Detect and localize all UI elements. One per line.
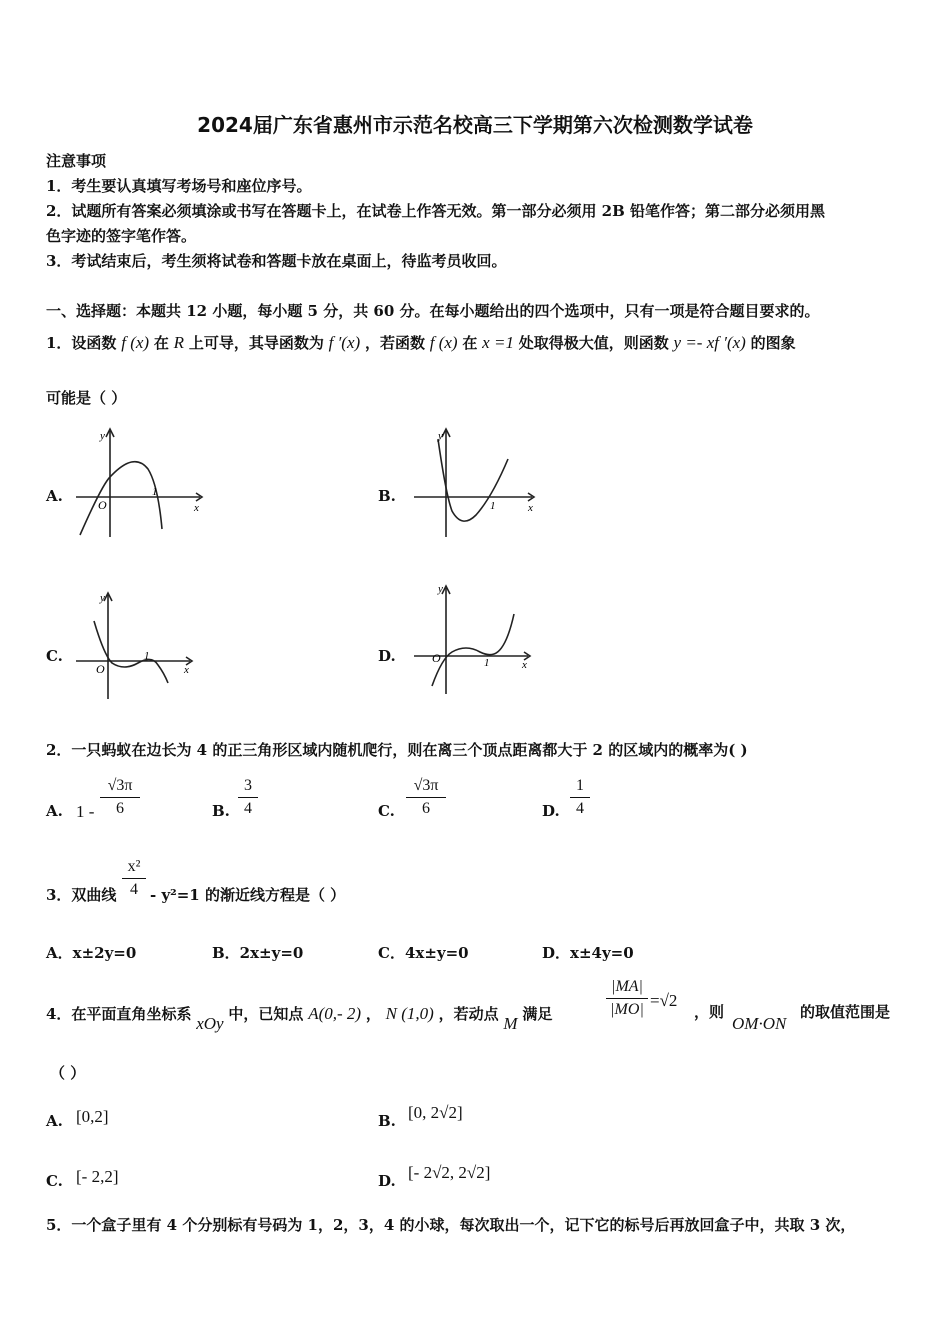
q1-graph-b <box>410 425 540 543</box>
x-label: x <box>184 664 189 676</box>
q2-option-d-fraction <box>570 775 590 820</box>
q3-fraction <box>122 856 146 901</box>
q4-text-6: 的取值范围是 <box>800 1003 891 1021</box>
q2-a-denominator: 6 <box>116 800 124 817</box>
q1-option-c-label: C. <box>46 647 63 665</box>
y-label: y <box>438 430 443 442</box>
tick-1-label: 1 <box>144 650 150 662</box>
origin-label: O <box>98 498 107 512</box>
q4-text-1: 4．在平面直角坐标系 <box>46 1005 192 1023</box>
q1-graph-a <box>72 425 212 543</box>
notice-item-1: 1．考生要认真填写考场号和座位序号。 <box>46 177 312 195</box>
q3-numerator: x² <box>122 856 146 879</box>
q2-option-b-label: B. <box>212 802 230 820</box>
q1-text-6: 处取得极大值，则函数 <box>518 334 669 352</box>
q1-option-a-label: A. <box>46 487 63 505</box>
origin-label: O <box>96 662 105 676</box>
q1-line-2: 可能是（ ） <box>46 389 127 407</box>
q4-option-a-label: A. <box>46 1112 63 1130</box>
q4-equals-sqrt2: =√2 <box>650 991 678 1010</box>
q2-option-a-label: A. <box>46 802 63 820</box>
q4-option-c-value: [- 2,2] <box>76 1167 119 1186</box>
q4-text-4: 满足 <box>522 1005 553 1023</box>
q4-option-b-label: B. <box>378 1112 396 1130</box>
q3-option-d: D．x±4y=0 <box>542 944 634 962</box>
q2-c-denominator: 6 <box>422 800 430 817</box>
q1-y-expr: y =- xf ′(x) <box>673 333 746 352</box>
q1-fpx: f ′(x) <box>328 333 361 352</box>
q1-fx: f (x) <box>121 333 150 352</box>
q2-d-denominator: 4 <box>576 800 584 817</box>
q2-a-numerator: √3π <box>100 775 140 798</box>
q1-graph-c <box>72 585 202 703</box>
q1-R: R <box>173 333 185 352</box>
q3-text-2: - y²=1 的渐近线方程是（ ） <box>150 886 346 904</box>
q4-comma: ， <box>365 1005 381 1023</box>
q1-text-4: ，若函数 <box>364 334 425 352</box>
q4-text-2: 中，已知点 <box>228 1005 304 1023</box>
q4-xoy: xOy <box>196 1014 224 1033</box>
q4-option-c-label: C. <box>46 1172 63 1190</box>
question-4 <box>46 1001 553 1033</box>
q1-text-2: 在 <box>153 334 169 352</box>
q4-dot-product: OM·ON <box>732 1014 787 1033</box>
q2-b-numerator: 3 <box>238 775 258 798</box>
q4-text-5: ，则 <box>694 1003 725 1021</box>
q2-option-d-label: D. <box>542 802 560 820</box>
x-label: x <box>194 502 199 514</box>
q4-point-n: N (1,0) <box>385 1004 434 1023</box>
q3-option-b: B．2x±y=0 <box>212 944 304 962</box>
q3-option-a: A．x±2y=0 <box>46 944 137 962</box>
origin-label: O <box>432 651 441 665</box>
y-label: y <box>438 583 443 595</box>
q3-text-1: 3．双曲线 <box>46 886 117 904</box>
tick-1-label: 1 <box>484 657 490 669</box>
q4-numerator: |MA| <box>606 976 648 999</box>
notice-item-3: 3．考试结束后，考生须将试卷和答题卡放在桌面上，待监考员收回。 <box>46 252 507 270</box>
q3-option-c: C．4x±y=0 <box>378 944 469 962</box>
q2-c-numerator: √3π <box>406 775 446 798</box>
q2-option-a-fraction <box>100 775 140 820</box>
q2-option-c-fraction <box>406 775 446 820</box>
tick-1-label: 1 <box>490 500 496 512</box>
q1-option-b-label: B. <box>378 487 396 505</box>
q4-point-m: M <box>503 1014 518 1033</box>
q2-option-a-prefix: 1 - <box>76 802 95 821</box>
y-label: y <box>100 430 105 442</box>
q4-fraction <box>606 976 648 1021</box>
q2-option-c-label: C. <box>378 802 395 820</box>
x-label: x <box>528 502 533 514</box>
curve <box>94 621 168 683</box>
q3-denominator: 4 <box>130 881 138 898</box>
q4-denominator: |MO| <box>610 1001 644 1018</box>
q4-option-b-value: [0, 2√2] <box>408 1103 463 1122</box>
question-2: 2．一只蚂蚁在边长为 4 的正三角形区域内随机爬行，则在离三个顶点距离都大于 2 的区域内的概率为( ) <box>46 741 748 759</box>
y-label: y <box>100 592 105 604</box>
q1-option-d-label: D. <box>378 647 396 665</box>
x-label: x <box>522 659 527 671</box>
q4-text-3: ，若动点 <box>438 1005 499 1023</box>
q1-fx-2: f (x) <box>429 333 458 352</box>
section-heading: 一、选择题：本题共 12 小题，每小题 5 分，共 60 分。在每小题给出的四个选项中，只有一项是符合题目要求的。 <box>46 302 820 320</box>
tick-1-label: 1 <box>152 486 158 498</box>
notice-item-2: 2．试题所有答案必须填涂或书写在答题卡上，在试卷上作答无效。第一部分必须用 2B 铅笔作答；第二部分必须用黑 <box>46 202 826 220</box>
q1-text-7: 的图象 <box>750 334 796 352</box>
question-5: 5．一个盒子里有 4 个分别标有号码为 1，2，3，4 的小球，每次取出一个，记下它的标号后再放回盒子中，共取 3 次， <box>46 1216 856 1234</box>
curve <box>80 462 162 535</box>
notice-item-2-cont: 色字迹的签字笔作答。 <box>46 227 197 245</box>
q4-option-d-value: [- 2√2, 2√2] <box>408 1163 491 1182</box>
q2-d-numerator: 1 <box>570 775 590 798</box>
curve <box>438 439 508 521</box>
q2-option-b-fraction <box>238 775 258 820</box>
q1-text-1: 1．设函数 <box>46 334 117 352</box>
q1-x-eq-1: x =1 <box>482 333 514 352</box>
q4-option-d-label: D. <box>378 1172 396 1190</box>
notice-heading: 注意事项 <box>46 152 107 170</box>
curve <box>432 614 514 686</box>
q1-graph-d <box>410 578 540 698</box>
q4-line-2: （ ） <box>50 1064 86 1082</box>
q1-text-3: 上可导，其导函数为 <box>188 334 324 352</box>
question-1 <box>46 330 796 356</box>
q4-option-a-value: [0,2] <box>76 1107 109 1126</box>
q4-point-a: A(0,- 2) <box>308 1004 362 1023</box>
q1-text-5: 在 <box>462 334 478 352</box>
page-title: 2024届广东省惠州市示范名校高三下学期第六次检测数学试卷 <box>197 113 753 137</box>
q2-b-denominator: 4 <box>244 800 252 817</box>
